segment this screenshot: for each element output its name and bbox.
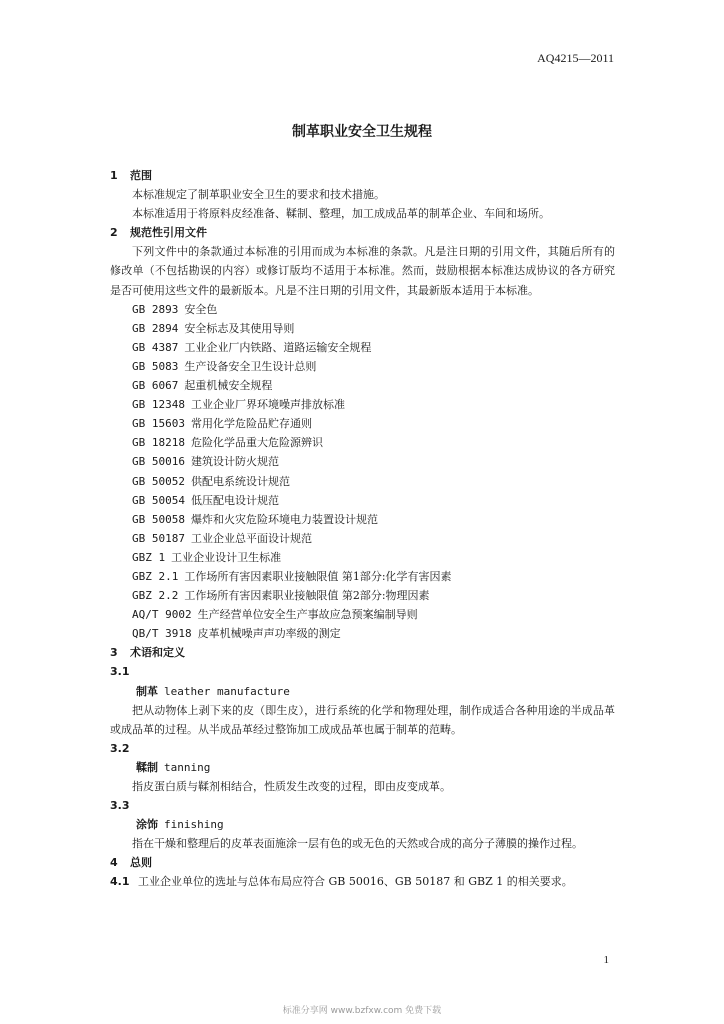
reference-title: 危险化学品重大危险源辨识 <box>190 436 323 450</box>
term-definition-block <box>110 834 615 853</box>
reference-item <box>110 300 615 319</box>
clause-4-1 <box>110 872 615 891</box>
reference-item <box>110 548 615 567</box>
reference-item <box>110 319 615 338</box>
term-number: 3.1 <box>110 665 130 679</box>
reference-code: GBZ 2.1 <box>132 569 179 583</box>
term-english: finishing <box>164 818 224 832</box>
watermark: 标准分享网 www.bzfxw.com 免费下载 <box>282 1006 442 1016</box>
term-number: 3.3 <box>110 799 130 813</box>
reference-code: GB 5083 <box>132 359 179 373</box>
normative-intro-text: 下列文件中的条款通过本标准的引用而成为本标准的条款。凡是注日期的引用文件，其随后所有的修改单（不包括勘误的内容）或修订版均不适用于本标准。然而，鼓励根据本标准达成协议的各方研究是否可使用这些文件的最新版本。凡是不注日期的引用文件，其最新版本适用于本标准。 <box>110 245 615 297</box>
reference-code: GB 50187 <box>132 531 185 545</box>
term-definition: 指皮蛋白质与鞣剂相结合，性质发生改变的过程，即由皮变成革。 <box>132 780 451 793</box>
reference-code: GB 50058 <box>132 512 185 526</box>
reference-title: 低压配电设计规范 <box>190 493 279 507</box>
reference-item <box>110 567 615 586</box>
reference-title: 安全标志及其使用导则 <box>184 321 295 335</box>
section-1-line: 本标准规定了制革职业安全卫生的要求和技术措施。 <box>132 188 385 202</box>
section-3-title: 术语和定义 <box>130 646 185 660</box>
reference-code: GB 2893 <box>132 302 179 316</box>
reference-item <box>110 510 615 529</box>
reference-code: GB 4387 <box>132 340 179 354</box>
term-english: tanning <box>164 760 211 774</box>
reference-code: GB 6067 <box>132 379 179 393</box>
term-chinese: 鞣制 <box>136 760 158 774</box>
clause-4-1-number: 4.1 <box>110 875 130 889</box>
reference-code: GB 18218 <box>132 436 185 450</box>
term-definition: 把从动物体上剥下来的皮（即生皮），进行系统的化学和物理处理，制作成适合各种用途的半成品革或成品革的过程。从半成品革经过整饰加工成成品革也属于制革的范畴。 <box>110 703 615 736</box>
reference-title: 生产设备安全卫生设计总则 <box>184 359 317 373</box>
reference-title: 工业企业厂界环境噪声排放标准 <box>190 398 345 412</box>
section-2-title: 规范性引用文件 <box>130 226 207 240</box>
section-1-title: 范围 <box>130 169 152 182</box>
reference-title: 工业企业总平面设计规范 <box>190 531 312 545</box>
term-heading <box>110 815 615 834</box>
section-4-title: 总则 <box>130 856 152 870</box>
reference-title: 供配电系统设计规范 <box>190 474 290 488</box>
term-definition: 指在干燥和整理后的皮革表面施涂一层有色的或无色的天然或合成的高分子薄膜的操作过程。 <box>132 837 583 851</box>
reference-code: GB 50052 <box>132 474 185 488</box>
reference-item <box>110 605 615 624</box>
term-definition-block <box>110 701 615 739</box>
reference-code: GB 15603 <box>132 417 185 431</box>
reference-list <box>110 300 615 644</box>
reference-code: QB/T 3918 <box>132 627 192 641</box>
reference-title: 工作场所有害因素职业接触限值 第2部分:物理因素 <box>184 589 430 603</box>
document-title: 制革职业安全卫生规程 <box>292 124 432 140</box>
standard-code: AQ4215—2011 <box>537 51 614 65</box>
section-3-heading <box>110 643 615 662</box>
reference-item <box>110 624 615 643</box>
reference-title: 安全色 <box>184 302 218 316</box>
reference-code: GB 12348 <box>132 398 185 412</box>
section-2-paragraph <box>110 242 615 299</box>
reference-title: 工业企业厂内铁路、道路运输安全规程 <box>184 340 372 354</box>
reference-title: 建筑设计防火规范 <box>190 455 279 469</box>
section-1-line: 本标准适用于将原料皮经准备、鞣制、整理，加工成成品革的制革企业、车间和场所。 <box>132 207 550 221</box>
reference-item <box>110 357 615 376</box>
reference-item <box>110 376 615 395</box>
reference-item <box>110 529 615 548</box>
section-1-heading <box>110 166 615 185</box>
term-chinese: 涂饰 <box>136 818 158 832</box>
reference-code: GB 50054 <box>132 493 185 507</box>
reference-title: 生产经营单位安全生产事故应急预案编制导则 <box>197 608 418 622</box>
reference-item <box>110 414 615 433</box>
section-2-heading <box>110 223 615 242</box>
page-number: 1 <box>603 954 609 966</box>
reference-item <box>110 395 615 414</box>
section-2-number: 2 <box>110 226 118 240</box>
term-heading <box>110 682 615 701</box>
reference-item <box>110 491 615 510</box>
term-list <box>110 662 615 853</box>
term-number: 3.2 <box>110 741 130 755</box>
reference-code: GB 50016 <box>132 455 185 469</box>
clause-4-1-text: 工业企业单位的选址与总体布局应符合 GB 50016、GB 50187 和 GBZ 1 的相关要求。 <box>138 875 573 889</box>
reference-item <box>110 472 615 491</box>
reference-code: AQ/T 9002 <box>132 608 192 622</box>
section-4-number: 4 <box>110 856 118 870</box>
term-definition-block <box>110 777 615 796</box>
reference-title: 常用化学危险品贮存通则 <box>190 417 312 431</box>
term-chinese: 制革 <box>136 684 158 698</box>
reference-title: 起重机械安全规程 <box>184 379 273 393</box>
reference-title: 工作场所有害因素职业接触限值 第1部分:化学有害因素 <box>184 569 452 583</box>
reference-title: 爆炸和火灾危险环境电力装置设计规范 <box>190 512 378 526</box>
reference-item <box>110 586 615 605</box>
reference-item <box>110 338 615 357</box>
reference-title: 工业企业设计卫生标准 <box>171 550 282 564</box>
reference-item <box>110 433 615 452</box>
section-1-number: 1 <box>110 169 118 182</box>
section-3-number: 3 <box>110 646 118 660</box>
reference-code: GB 2894 <box>132 321 179 335</box>
reference-item <box>110 452 615 471</box>
reference-code: GBZ 2.2 <box>132 589 179 603</box>
term-english: leather manufacture <box>164 684 290 698</box>
document-body <box>110 166 615 892</box>
reference-title: 皮革机械噪声声功率级的测定 <box>197 627 341 641</box>
reference-code: GBZ 1 <box>132 550 166 564</box>
section-4-heading <box>110 853 615 872</box>
term-heading <box>110 758 615 777</box>
